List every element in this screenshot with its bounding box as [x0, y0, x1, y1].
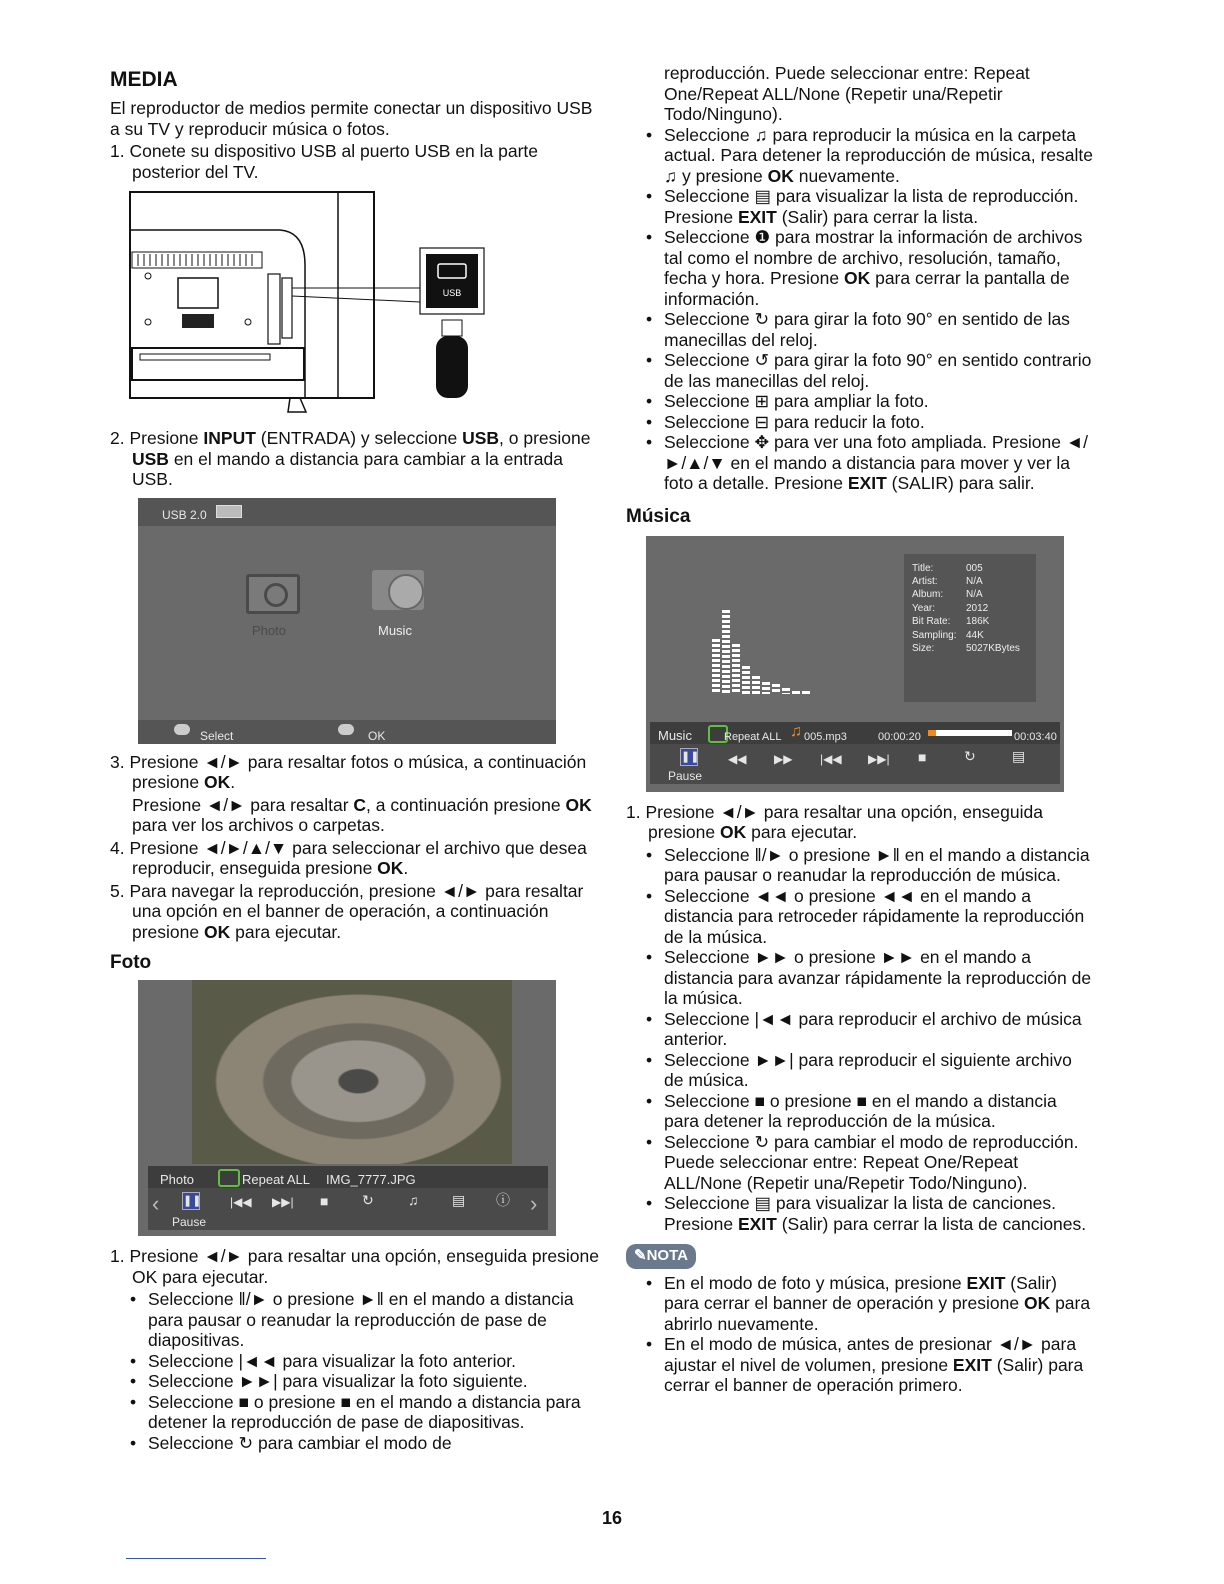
right-column [626, 63, 1096, 1396]
fast-forward-icon[interactable]: ▶▶ [774, 751, 793, 766]
progress-fill [928, 730, 936, 736]
foto-bullet: • Seleccione |◄◄ para visualizar la foto anterior. [110, 1351, 600, 1372]
info-row: Sampling: 44K [912, 629, 984, 641]
photo-option-bullet: • Seleccione ▤ para visualizar la lista de reproducción. Presione EXIT (Salir) para cerrar la lista. [626, 186, 1096, 227]
pause-icon[interactable]: ❚❚ [182, 1192, 200, 1210]
musica-heading: Música [626, 505, 691, 527]
photo-options-list [626, 125, 1096, 494]
photo-folder-icon[interactable] [246, 574, 300, 614]
info-row: Size: 5027KBytes [912, 642, 1020, 654]
photo-control-bar [148, 1188, 548, 1230]
music-bullet: • Seleccione |◄◄ para reproducir el archivo de música anterior. [626, 1009, 1096, 1050]
music-mode-label: Music [658, 727, 692, 743]
photo-mode-label: Photo [160, 1172, 194, 1187]
photo-option-bullet: • Seleccione ♫ para reproducir la música en la carpeta actual. Para detener la reproducción de música, resalte ♫ y presione OK nuevamente. [626, 125, 1096, 187]
prev-page-icon[interactable]: ‹ [152, 1191, 160, 1216]
repeat-mode-icon[interactable]: ↻ [964, 747, 976, 764]
step-3: 3. Presione ◄/► para resaltar fotos o música, a continuación presione OK. [110, 751, 587, 792]
tv-rear-diagram [110, 190, 490, 420]
next-icon[interactable]: ▶▶| [868, 751, 890, 766]
photo-playback-screen [138, 980, 556, 1236]
stop-icon[interactable]: ■ [918, 748, 927, 765]
eq-bar [752, 676, 760, 694]
equalizer-bars [712, 610, 832, 694]
dpad-icon [174, 724, 190, 735]
eq-bar [742, 666, 750, 694]
stop-icon[interactable]: ■ [320, 1193, 329, 1209]
photo-option-bullet: • Seleccione ❶ para mostrar la información de archivos tal como el nombre de archivo, resolución, tamaño, fecha y hora. Presione OK para cerrar la pantalla de información. [626, 227, 1096, 309]
camera-lens-icon [264, 583, 288, 607]
next-page-icon[interactable]: › [530, 1191, 538, 1216]
music-bullet-list [626, 845, 1096, 1235]
eq-bar [762, 682, 770, 694]
photo-label[interactable]: Photo [252, 622, 286, 638]
eq-bar [732, 644, 740, 694]
eq-bar [802, 691, 810, 694]
music-file-icon: ♫ [790, 722, 802, 740]
photo-option-bullet: • Seleccione ✥ para ver una foto ampliada. Presione ◄/►/▲/▼ en el mando a distancia para mover y ver la foto a detalle. Presione EXIT (SALIR) para salir. [626, 432, 1096, 494]
usb-port-label: USB [442, 288, 462, 298]
total-time: 00:03:40 [1014, 730, 1057, 743]
foto-step-1: 1. Presione ◄/► para resaltar una opción, enseguida presione OK para ejecutar. [110, 1246, 599, 1287]
previous-icon[interactable]: |◀◀ [820, 751, 842, 766]
pause-icon[interactable]: ❚❚ [680, 748, 698, 766]
photo-pause-label: Pause [172, 1215, 207, 1229]
continued-text: reproducción. Puede seleccionar entre: Repeat One/Repeat ALL/None (Repetir una/Repetir Todo/Ninguno). [664, 63, 1030, 124]
progress-track[interactable] [928, 730, 1012, 736]
music-bullet: • Seleccione ▤ para visualizar la lista de canciones. Presione EXIT (Salir) para cerrar la lista de canciones. [626, 1193, 1096, 1234]
playlist-icon[interactable]: ▤ [452, 1192, 466, 1208]
photo-option-bullet: • Seleccione ⊟ para reducir la foto. [626, 412, 1096, 433]
screen-header-label: USB 2.0 [162, 507, 207, 522]
playlist-icon[interactable]: ▤ [1012, 747, 1026, 764]
info-row: Album: N/A [912, 589, 983, 601]
usb-source-screen [138, 498, 556, 744]
music-step-1: 1. Presione ◄/► para resaltar una opción, enseguida presione OK para ejecutar. [626, 801, 1043, 842]
info-icon[interactable]: ⓘ [496, 1192, 510, 1208]
select-hint: Select [200, 728, 234, 743]
photo-option-bullet: • Seleccione ↻ para girar la foto 90° en sentido de las manecillas del reloj. [626, 309, 1096, 350]
step-1: 1. Conete su dispositivo USB al puerto USB en la parte posterior del TV. [110, 141, 539, 182]
music-folder-icon[interactable] [372, 570, 424, 610]
music-label[interactable]: Music [378, 622, 412, 638]
ok-hint: OK [368, 728, 386, 743]
eq-bar [782, 688, 790, 694]
music-bullet: • Seleccione ►► o presione ►► en el mando a distancia para avanzar rápidamente la reproducción de la música. [626, 947, 1096, 1009]
music-bullet: • Seleccione ǁ/► o presione ►ǁ en el mando a distancia para pausar o reanudar la reproducción de música. [626, 845, 1096, 886]
photo-repeat-label: Repeat ALL [242, 1172, 310, 1187]
foto-bullet: • Seleccione ■ o presione ■ en el mando a distancia para detener la reproducción de pase de diapositivas. [110, 1392, 600, 1433]
nota-list [626, 1273, 1096, 1396]
photo-option-bullet: • Seleccione ⊞ para ampliar la foto. [626, 391, 1096, 412]
usb-drive-icon [216, 505, 242, 518]
info-row: Title: 005 [912, 562, 983, 574]
foto-bullet: • Seleccione ↻ para cambiar el modo de [110, 1433, 600, 1454]
step-4: 4. Presione ◄/►/▲/▼ para seleccionar el archivo que desea reproducir, enseguida presione OK. [110, 837, 587, 878]
next-icon[interactable]: ▶▶| [272, 1195, 294, 1209]
music-repeat-label: Repeat ALL [724, 730, 782, 743]
foto-bullet-list [110, 1289, 600, 1453]
left-column [110, 68, 600, 1453]
elapsed-time: 00:00:20 [878, 730, 921, 743]
step-3b: Presione ◄/► para resaltar C, a continuación presione OK para ver los archivos o carpetas. [132, 794, 592, 835]
photo-filename: IMG_7777.JPG [326, 1172, 416, 1187]
track-info-rows [904, 554, 1036, 664]
nota-badge: ✎NOTA [626, 1244, 696, 1269]
music-bullet: • Seleccione ↻ para cambiar el modo de reproducción. Puede seleccionar entre: Repeat One/Repeat ALL/None (Repetir una/Repetir Todo/Ninguno). [626, 1132, 1096, 1194]
footer-line [126, 1558, 266, 1559]
music-bullet: • Seleccione ■ o presione ■ en el mando a distancia para detener la reproducción de la música. [626, 1091, 1096, 1132]
eq-bar [712, 639, 720, 694]
rewind-icon[interactable]: ◀◀ [728, 751, 747, 766]
repeat-icon [218, 1169, 240, 1187]
music-playback-screen [646, 536, 1064, 792]
info-row: Bit Rate: 186K [912, 616, 990, 628]
disc-icon [388, 574, 424, 610]
nota-bullet: • En el modo de música, antes de presionar ◄/► para ajustar el nivel de volumen, presione EXIT (Salir) para cerrar el banner de operación primero. [626, 1334, 1096, 1396]
nota-bullet: • En el modo de foto y música, presione EXIT (Salir) para cerrar el banner de operación y presione OK para abrirlo nuevamente. [626, 1273, 1096, 1335]
music-pause-label: Pause [668, 768, 703, 783]
info-row: Artist: N/A [912, 575, 983, 587]
foto-bullet: • Seleccione ►►| para visualizar la foto siguiente. [110, 1371, 600, 1392]
info-row: Year: 2012 [912, 602, 989, 614]
ok-button-icon [338, 724, 354, 735]
tv-rear-svg [110, 190, 490, 420]
step-5: 5. Para navegar la reproducción, presione ◄/► para resaltar una opción en el banner de operación, a continuación presione OK para ejecutar. [110, 880, 584, 942]
note-pencil-icon: ✎ [634, 1247, 647, 1264]
eq-bar [772, 684, 780, 694]
step-2: 2. Presione INPUT (ENTRADA) y seleccione USB, o presione USB en el mando a distancia para cambiar a la entrada USB. [110, 428, 591, 489]
page-number: 16 [601, 1508, 623, 1528]
music-control-bar [650, 744, 1060, 784]
track-info-panel [904, 554, 1036, 702]
music-bullet: • Seleccione ►►| para reproducir el siguiente archivo de música. [626, 1050, 1096, 1091]
photo-option-bullet: • Seleccione ↺ para girar la foto 90° en sentido contrario de las manecillas del reloj. [626, 350, 1096, 391]
eq-bar [722, 610, 730, 694]
foto-bullet: • Seleccione ǁ/► o presione ►ǁ en el mando a distancia para pausar o reanudar la reproducción de pase de diapositivas. [110, 1289, 600, 1351]
foto-heading: Foto [110, 952, 152, 973]
repeat-mode-icon[interactable]: ↻ [362, 1192, 374, 1208]
intro-text: El reproductor de medios permite conectar un dispositivo USB a su TV y reproducir música o fotos. [110, 98, 593, 139]
music-bullet: • Seleccione ◄◄ o presione ◄◄ en el mando a distancia para retroceder rápidamente la reproducción de la música. [626, 886, 1096, 948]
music-note-icon[interactable]: ♫ [408, 1192, 419, 1208]
music-filename: 005.mp3 [804, 730, 847, 743]
eq-bar [792, 691, 800, 694]
section-heading: MEDIA [110, 68, 178, 91]
previous-icon[interactable]: |◀◀ [230, 1195, 252, 1209]
koala-photo [192, 980, 512, 1164]
